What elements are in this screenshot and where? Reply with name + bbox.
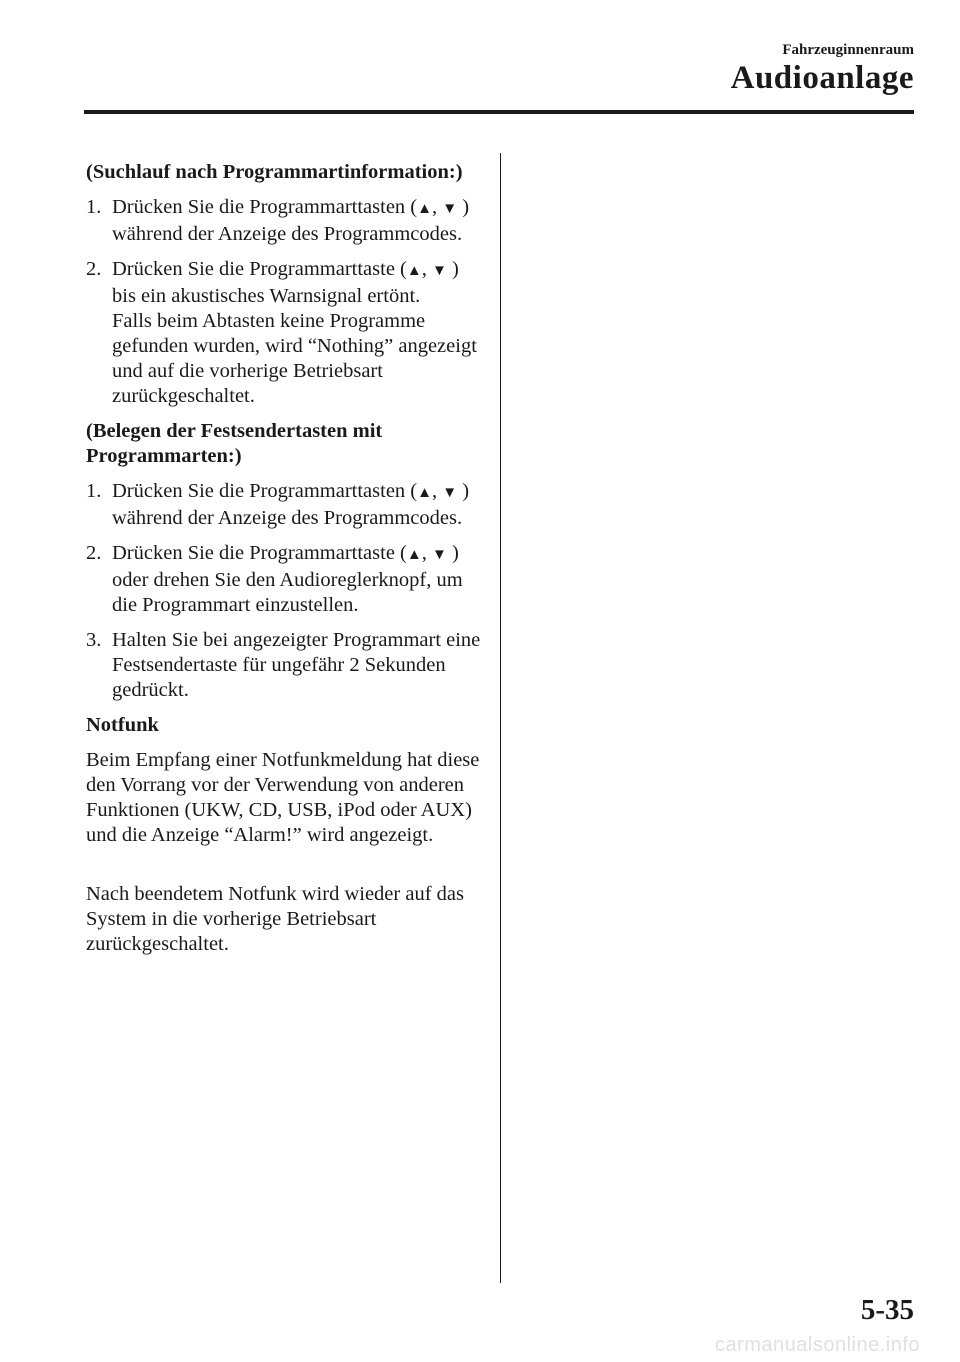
section-title: Audioanlage [730, 60, 914, 96]
step-text: ) oder drehen Sie den Audioreglerknopf, um die Programmart einzustellen. [112, 542, 463, 616]
down-triangle-icon: ▼ [442, 485, 458, 501]
down-triangle-icon: ▼ [432, 547, 447, 563]
step-number: 3. [86, 629, 102, 651]
step-text: Drücken Sie die Programmarttaste ( [112, 542, 407, 564]
step-number: 2. [86, 542, 102, 564]
step-number: 1. [86, 196, 102, 218]
step-text: Drücken Sie die Programmarttasten ( [112, 196, 418, 218]
step-text: Drücken Sie die Programmarttasten ( [112, 480, 418, 502]
step-note: Falls beim Abtasten keine Programme gefunden wurden, wird “Nothing” angezeigt und auf die vorherige Betriebsart zurückgeschaltet. [112, 310, 477, 407]
step-number: 1. [86, 480, 102, 502]
main-column [86, 160, 486, 967]
search-step-2 [86, 257, 486, 409]
notfunk-paragraph-2: Nach beendetem Notfunk wird wieder auf das System in die vorherige Betriebsart zurückgeschaltet. [86, 883, 464, 955]
separator: , [432, 196, 443, 218]
notfunk-heading: Notfunk [86, 714, 159, 736]
step-text: ) während der Anzeige des Programmcodes. [112, 480, 470, 529]
watermark: carmanualsonline.info [714, 1334, 920, 1356]
step-text: ) während der Anzeige des Programmcodes. [112, 196, 470, 245]
preset-step-2 [86, 541, 486, 618]
step-text: Drücken Sie die Programmarttaste ( [112, 258, 407, 280]
preset-step-3 [86, 628, 486, 703]
step-number: 2. [86, 258, 102, 280]
step-text: Halten Sie bei angezeigter Programmart eine Festsendertaste für ungefähr 2 Sekunden gedrückt. [112, 629, 481, 701]
separator: , [432, 480, 443, 502]
preset-step-1 [86, 479, 486, 531]
down-triangle-icon: ▼ [432, 263, 447, 279]
notfunk-paragraph-1: Beim Empfang einer Notfunkmeldung hat diese den Vorrang vor der Verwendung von anderen Funktionen (UKW, CD, USB, iPod oder AUX) und die Anzeige “Alarm!” wird angezeigt. [86, 749, 480, 846]
separator: , [421, 258, 432, 280]
preset-subheading: (Belegen der Festsendertasten mit Programmarten:) [86, 420, 383, 467]
chapter-title: Fahrzeuginnenraum [782, 42, 914, 58]
search-subheading: (Suchlauf nach Programmartinformation:) [86, 161, 463, 183]
header-divider [84, 110, 914, 114]
column-divider [500, 153, 501, 1283]
page-number: 5-35 [860, 1294, 914, 1326]
search-step-1 [86, 195, 486, 247]
up-triangle-icon: ▲ [417, 485, 432, 501]
step-text: ) bis ein akustisches Warnsignal ertönt. [112, 258, 459, 307]
down-triangle-icon: ▼ [442, 201, 458, 217]
up-triangle-icon: ▲ [406, 547, 422, 563]
separator: , [421, 542, 432, 564]
up-triangle-icon: ▲ [417, 201, 432, 217]
up-triangle-icon: ▲ [406, 263, 422, 279]
